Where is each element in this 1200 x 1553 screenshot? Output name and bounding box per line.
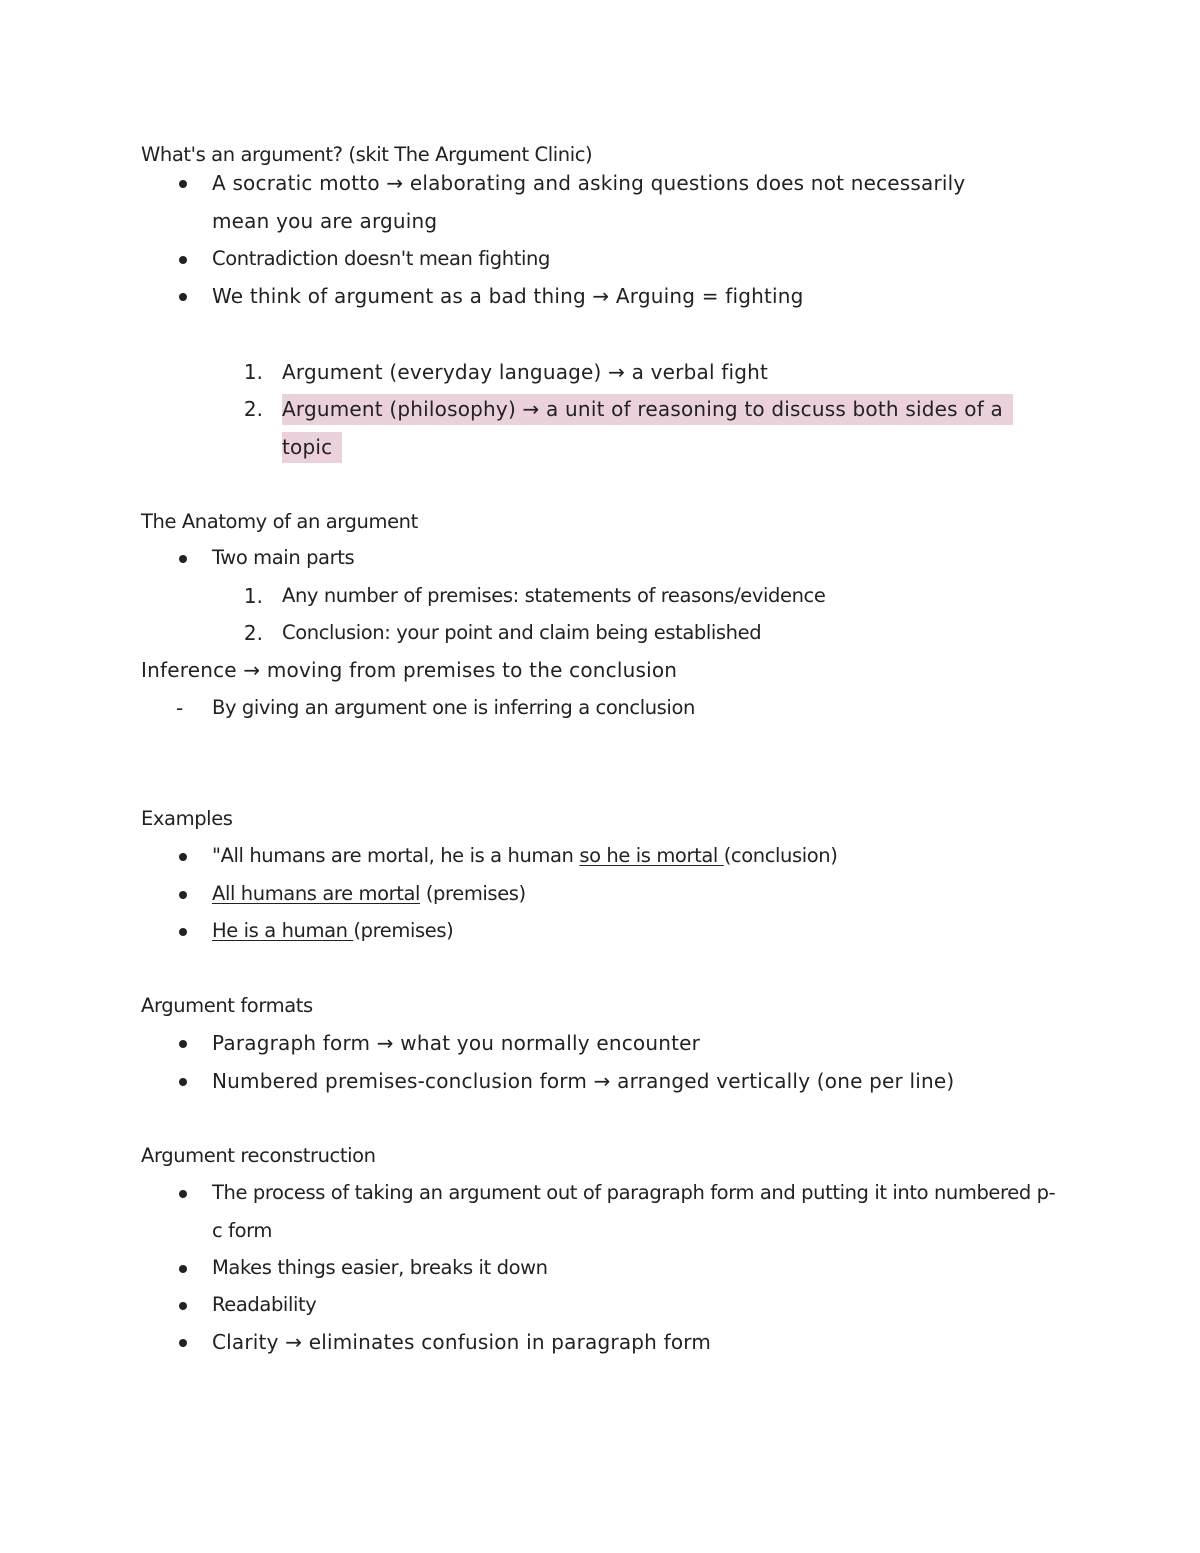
bullet-dot [179, 891, 187, 899]
dash-marker: - [176, 696, 184, 720]
section-heading-reconstruction: Argument reconstruction [141, 1144, 376, 1167]
bullet-dot [179, 1302, 187, 1310]
list-item-socratic-motto-line2: mean you are arguing [212, 209, 438, 233]
section-heading-inference: Inference → moving from premises to the conclusion [141, 658, 678, 682]
list-item-contradiction: Contradiction doesn't mean fighting [212, 247, 550, 270]
underlined-premise: He is a human [212, 919, 354, 942]
section-heading-formats: Argument formats [141, 994, 313, 1017]
list-number: 2. [243, 621, 263, 645]
list-item-process-line1: The process of taking an argument out of paragraph form and putting it into numbered p- [212, 1181, 1056, 1204]
numbered-item-philosophy-line1 [282, 399, 1013, 419]
underlined-conclusion: so he is mortal [579, 844, 724, 867]
list-number: 2. [243, 397, 263, 421]
underlined-premise: All humans are mortal [212, 882, 421, 905]
bullet-dot [179, 1190, 187, 1198]
example-label: (premises) [353, 919, 454, 942]
list-item-numbered-form: Numbered premises-conclusion form → arranged vertically (one per line) [212, 1069, 955, 1093]
section-heading-whats-an-argument: What's an argument? (skit The Argument Clinic) [141, 143, 593, 166]
bullet-dot [179, 1078, 187, 1086]
list-item-socratic-motto-line1: A socratic motto → elaborating and asking questions does not necessarily [212, 171, 966, 195]
list-item-clarity: Clarity → eliminates confusion in paragraph form [212, 1330, 712, 1354]
list-item-process-line2: c form [212, 1219, 272, 1242]
bullet-dot [179, 256, 187, 264]
bullet-dot [179, 293, 187, 301]
highlighted-text: topic [282, 432, 342, 463]
list-number: 1. [243, 360, 263, 384]
bullet-dot [179, 1265, 187, 1273]
list-item-bad-thing: We think of argument as a bad thing → Arguing = fighting [212, 284, 804, 308]
example-label: (conclusion) [723, 844, 838, 867]
bullet-dot [179, 928, 187, 936]
list-item-paragraph-form: Paragraph form → what you normally encounter [212, 1031, 701, 1055]
list-item-example-premise1 [212, 884, 526, 904]
example-text: "All humans are mortal, he is a human [212, 844, 580, 867]
bullet-dot [179, 1040, 187, 1048]
numbered-item-premises: Any number of premises: statements of reasons/evidence [282, 584, 826, 607]
section-heading-examples: Examples [141, 807, 233, 830]
list-item-easier: Makes things easier, breaks it down [212, 1256, 548, 1279]
highlighted-text: Argument (philosophy) → a unit of reasoning to discuss both sides of a [282, 394, 1013, 425]
list-item-example-syllogism [212, 846, 837, 866]
bullet-dot [179, 1339, 187, 1347]
bullet-dot [179, 555, 187, 563]
numbered-item-everyday-language: Argument (everyday language) → a verbal fight [282, 360, 769, 384]
example-label: (premises) [420, 882, 526, 905]
bullet-dot [179, 180, 187, 188]
list-number: 1. [243, 584, 263, 608]
list-item-readability: Readability [212, 1293, 317, 1316]
list-item-example-premise2 [212, 921, 453, 941]
list-item-inferring: By giving an argument one is inferring a conclusion [212, 696, 695, 719]
numbered-item-philosophy-line2 [282, 437, 342, 457]
bullet-dot [179, 853, 187, 861]
section-heading-anatomy: The Anatomy of an argument [141, 510, 418, 533]
list-item-two-main-parts: Two main parts [212, 546, 355, 569]
numbered-item-conclusion: Conclusion: your point and claim being established [282, 621, 762, 644]
